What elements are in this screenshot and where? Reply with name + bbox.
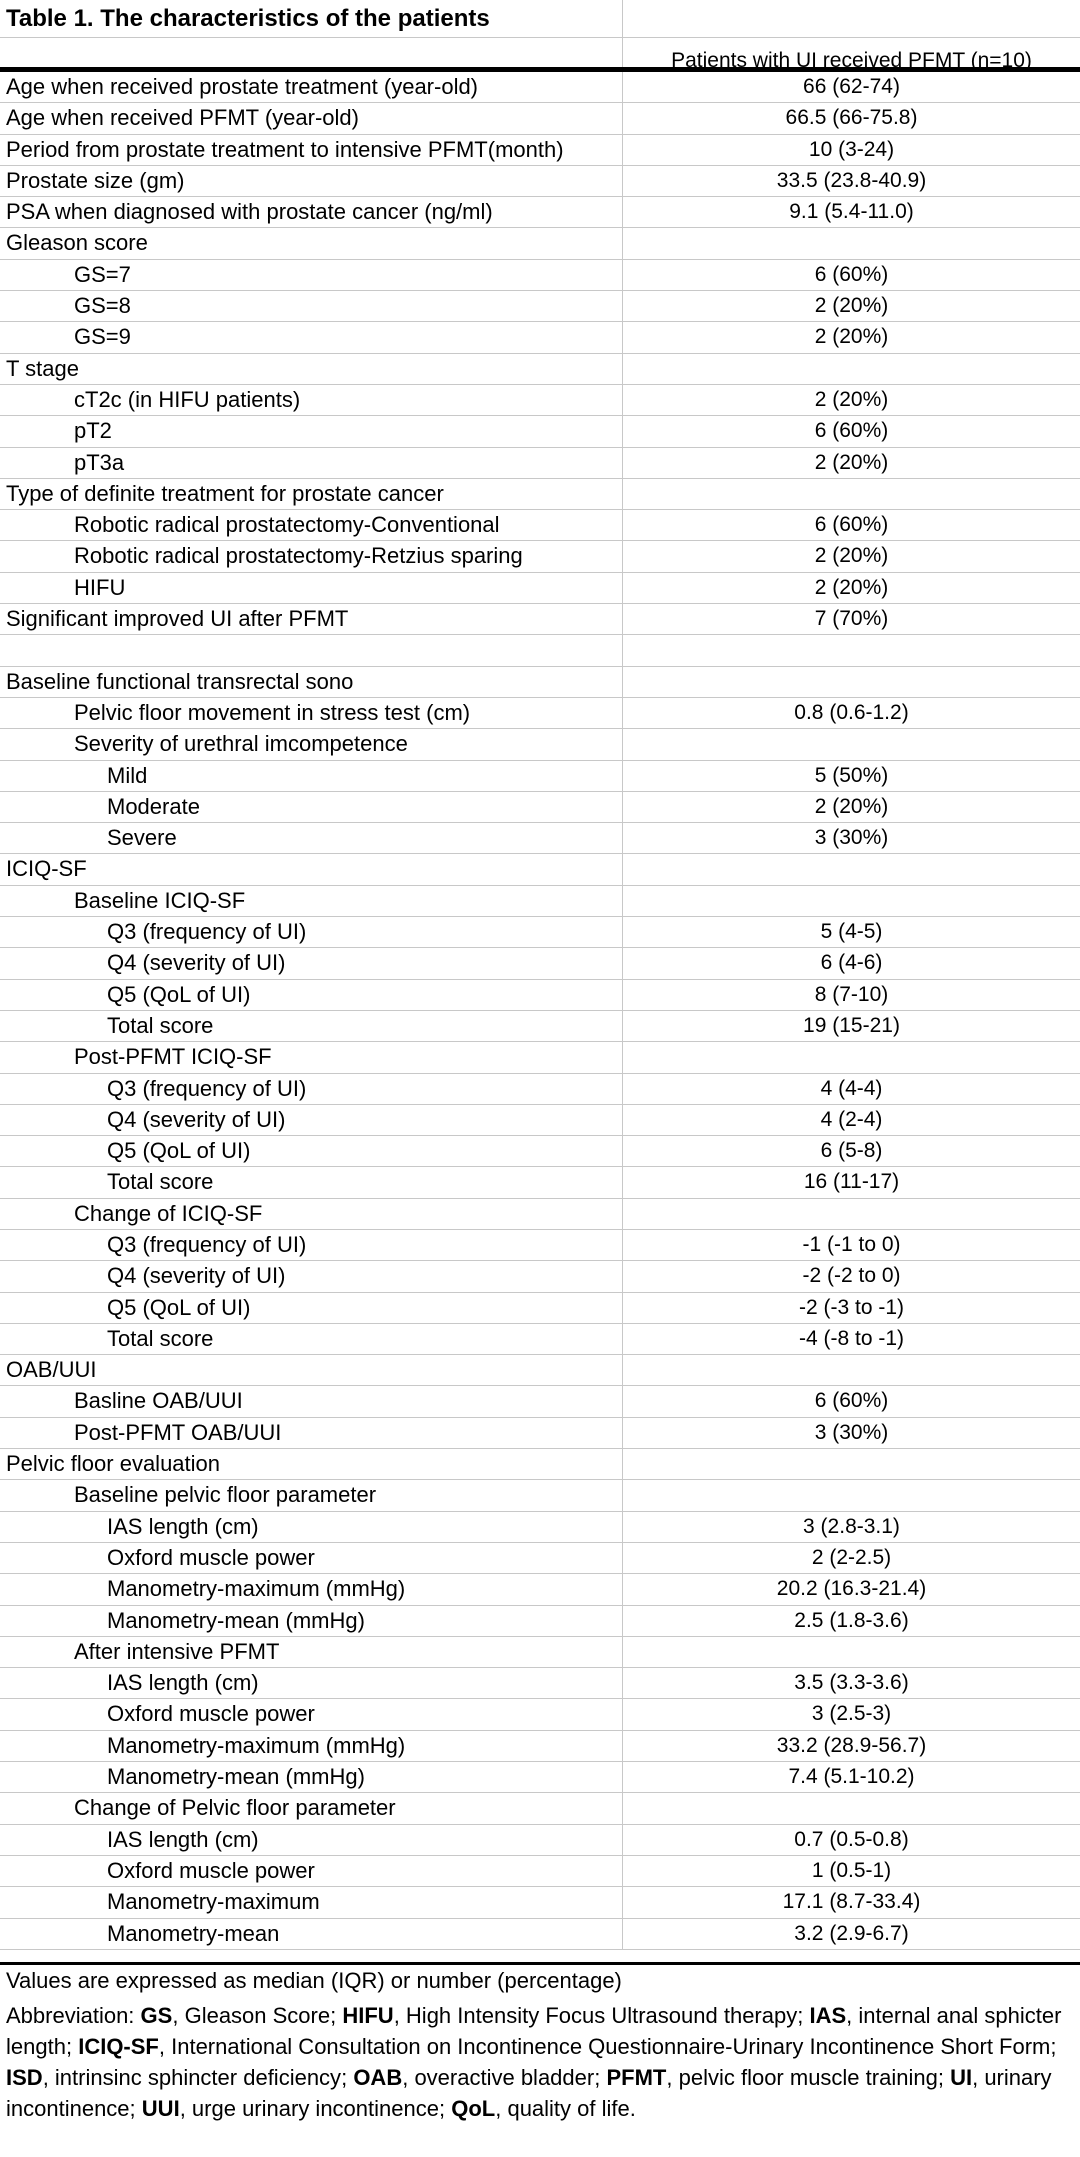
table-row: [0, 448, 1080, 479]
table-bottom-rule: [0, 1962, 1080, 1965]
footnote: Values are expressed as median (IQR) or number (percentage): [6, 1968, 622, 1993]
row-value: 3 (2.8-3.1): [803, 1514, 900, 1538]
row-label: Robotic radical prostatectomy-Retzius sparing: [0, 541, 623, 571]
row-label: Period from prostate treatment to intensive PFMT(month): [0, 135, 623, 165]
table-row: [0, 322, 1080, 353]
table-row: [0, 135, 1080, 166]
row-value: 3 (2.5-3): [811, 1702, 892, 1726]
table-row: [0, 980, 1080, 1011]
table-row: [0, 1762, 1080, 1793]
table-row: [0, 1731, 1080, 1762]
table-row: [0, 1825, 1080, 1856]
abbreviation-definition: internal anal sphicter length: [6, 2003, 1062, 2059]
row-value: 6 (60%): [814, 513, 889, 537]
row-value: [623, 854, 1080, 884]
row-value: 3.5 (3.3-3.6): [794, 1671, 909, 1695]
table-row: [0, 1793, 1080, 1824]
row-label: Change of Pelvic floor parameter: [0, 1793, 623, 1823]
row-label: cT2c (in HIFU patients): [0, 385, 623, 415]
abbreviation-term: OAB: [353, 2065, 403, 2090]
table-row: [0, 1230, 1080, 1261]
row-label: IAS length (cm): [0, 1825, 623, 1855]
row-label: Pelvic floor evaluation: [0, 1449, 623, 1479]
row-value: 2 (20%): [814, 450, 889, 474]
row-value: -2 (-2 to 0): [802, 1264, 901, 1288]
row-label: GS=7: [0, 260, 623, 290]
row-value: [623, 1449, 1080, 1479]
row-label: Oxford muscle power: [0, 1543, 623, 1573]
row-label: GS=8: [0, 291, 623, 321]
table-title-row: [0, 0, 1080, 38]
table-row: [0, 1199, 1080, 1230]
row-value: 6 (4-6): [820, 951, 883, 975]
row-value: 66.5 (66-75.8): [785, 106, 918, 130]
row-value: 1 (0.5-1): [811, 1858, 892, 1882]
abbreviation-term: QoL: [451, 2096, 496, 2121]
row-value: [623, 1480, 1080, 1510]
table-row: [0, 667, 1080, 698]
row-label: Severity of urethral imcompetence: [0, 729, 623, 759]
row-value: 33.2 (28.9-56.7): [776, 1733, 927, 1757]
table-row: [0, 1449, 1080, 1480]
row-value: 7 (70%): [814, 607, 889, 631]
table-header-row: [0, 38, 1080, 72]
row-label: Change of ICIQ-SF: [0, 1199, 623, 1229]
row-label: Moderate: [0, 792, 623, 822]
row-label: OAB/UUI: [0, 1355, 623, 1385]
title-row-empty-cell: [623, 0, 1080, 37]
abbreviation-list: GS, Gleason Score; HIFU, High Intensity Focus Ultrasound therapy; IAS, internal anal sphicter length; ICIQ-SF, International Consultation on Incontinence Questionnaire-Urinary Incontinence Short Form; ISD, intrinsinc sphincter deficiency; OAB, overactive bladder; PFMT, pelvic floor muscle training; UI, urinary incontinence; UUI, urge urinary incontinence; QoL, quality of life.: [6, 2003, 1062, 2121]
row-label: Age when received prostate treatment (year-old): [0, 72, 623, 102]
row-label: Oxford muscle power: [0, 1699, 623, 1729]
row-value: 2 (20%): [814, 325, 889, 349]
abbreviation-prefix: Abbreviation:: [6, 2003, 135, 2028]
row-value: 5 (50%): [814, 763, 889, 787]
row-label: pT3a: [0, 448, 623, 478]
row-label: After intensive PFMT: [0, 1637, 623, 1667]
row-label: Q4 (severity of UI): [0, 948, 623, 978]
table-row: [0, 1418, 1080, 1449]
table-row: [0, 510, 1080, 541]
abbreviation-term: ICIQ-SF: [78, 2034, 159, 2059]
table-row: [0, 948, 1080, 979]
table-row: [0, 573, 1080, 604]
table-notes: [0, 1966, 1080, 2124]
abbreviation-definition: High Intensity Focus Ultrasound therapy: [405, 2003, 798, 2028]
row-value: [623, 1199, 1080, 1229]
abbreviation-term: GS: [140, 2003, 173, 2028]
row-label: Significant improved UI after PFMT: [0, 604, 623, 634]
row-label: Pelvic floor movement in stress test (cm): [0, 698, 623, 728]
row-label: Total score: [0, 1011, 623, 1041]
table-row: [0, 1136, 1080, 1167]
table-row: [0, 385, 1080, 416]
table-row: [0, 1919, 1080, 1950]
table-row: [0, 1074, 1080, 1105]
abbreviation-term: UI: [950, 2065, 973, 2090]
abbreviations-note: [0, 2000, 1080, 2124]
row-value: 2 (20%): [814, 387, 889, 411]
abbreviation-definition: Gleason Score: [184, 2003, 331, 2028]
table-body: [0, 72, 1080, 1950]
row-label: ICIQ-SF: [0, 854, 623, 884]
row-label: Gleason score: [0, 228, 623, 258]
abbreviation-definition: urinary incontinence: [6, 2065, 1052, 2121]
table-row: [0, 1105, 1080, 1136]
abbreviation-term: HIFU: [342, 2003, 394, 2028]
row-label: Oxford muscle power: [0, 1856, 623, 1886]
table-row: [0, 1543, 1080, 1574]
row-value: 6 (60%): [814, 262, 889, 286]
row-value: 16 (11-17): [803, 1170, 900, 1194]
abbreviation-term: PFMT: [606, 2065, 667, 2090]
abbreviation-definition: pelvic floor muscle training: [678, 2065, 938, 2090]
row-label: Manometry-maximum (mmHg): [0, 1574, 623, 1604]
table-row: [0, 197, 1080, 228]
table-row: [0, 1167, 1080, 1198]
abbreviation-definition: intrinsinc sphincter deficiency: [54, 2065, 342, 2090]
row-value: 19 (15-21): [803, 1013, 900, 1037]
row-value: -1 (-1 to 0): [802, 1232, 901, 1256]
table-row: [0, 354, 1080, 385]
row-label: Q5 (QoL of UI): [0, 1136, 623, 1166]
table-row: [0, 1293, 1080, 1324]
row-value: [623, 1793, 1080, 1823]
row-value: 6 (60%): [814, 1389, 889, 1413]
row-value: 3 (30%): [814, 1420, 889, 1444]
row-value: [623, 354, 1080, 384]
table-row: [0, 166, 1080, 197]
row-label: [0, 635, 623, 665]
row-value: [623, 1355, 1080, 1385]
table-row: [0, 72, 1080, 103]
row-value: [623, 479, 1080, 509]
row-value: [623, 1637, 1080, 1667]
row-label: Q4 (severity of UI): [0, 1261, 623, 1291]
row-label: Manometry-mean (mmHg): [0, 1762, 623, 1792]
abbreviation-definition: overactive bladder: [414, 2065, 595, 2090]
table-row: [0, 1355, 1080, 1386]
table-row: [0, 1011, 1080, 1042]
row-value: 0.8 (0.6-1.2): [794, 700, 909, 724]
row-label: Q3 (frequency of UI): [0, 1230, 623, 1260]
abbreviation-term: UUI: [141, 2096, 180, 2121]
row-label: Manometry-maximum (mmHg): [0, 1731, 623, 1761]
row-label: PSA when diagnosed with prostate cancer (ng/ml): [0, 197, 623, 227]
table-row: [0, 1637, 1080, 1668]
row-value: 6 (5-8): [820, 1139, 883, 1163]
table-row: [0, 604, 1080, 635]
row-value: 2 (20%): [814, 544, 889, 568]
table-row: [0, 729, 1080, 760]
row-value: [623, 635, 1080, 665]
row-label: Q5 (QoL of UI): [0, 1293, 623, 1323]
row-label: Mild: [0, 761, 623, 791]
table-row: [0, 917, 1080, 948]
row-value: 2.5 (1.8-3.6): [794, 1608, 909, 1632]
table-row: [0, 823, 1080, 854]
table-row: [0, 479, 1080, 510]
table-row: [0, 698, 1080, 729]
table-row: [0, 854, 1080, 885]
abbreviation-definition: urge urinary incontinence: [191, 2096, 439, 2121]
row-value: 3 (30%): [814, 826, 889, 850]
row-label: GS=9: [0, 322, 623, 352]
table-row: [0, 1856, 1080, 1887]
row-label: HIFU: [0, 573, 623, 603]
row-value: -2 (-3 to -1): [798, 1295, 905, 1319]
row-value: [623, 1042, 1080, 1072]
abbreviation-term: IAS: [809, 2003, 847, 2028]
row-value: 8 (7-10): [814, 982, 889, 1006]
row-value: 2 (20%): [814, 294, 889, 318]
row-value: 5 (4-5): [820, 920, 883, 944]
table-row: [0, 1042, 1080, 1073]
row-label: Q3 (frequency of UI): [0, 1074, 623, 1104]
table-row: [0, 886, 1080, 917]
row-value: 2 (20%): [814, 794, 889, 818]
row-label: Prostate size (gm): [0, 166, 623, 196]
row-value: [623, 667, 1080, 697]
column-header: Patients with UI received PFMT (n=10): [671, 49, 1032, 72]
row-value: [623, 886, 1080, 916]
table-row: [0, 1261, 1080, 1292]
abbreviation-term: ISD: [6, 2065, 43, 2090]
row-label: Manometry-mean (mmHg): [0, 1606, 623, 1636]
table-title: Table 1. The characteristics of the patients: [0, 0, 623, 37]
table-row: [0, 1480, 1080, 1511]
row-value: 17.1 (8.7-33.4): [782, 1890, 921, 1914]
row-label: IAS length (cm): [0, 1668, 623, 1698]
row-label: Manometry-maximum: [0, 1887, 623, 1917]
table-row: [0, 1606, 1080, 1637]
table-row: [0, 1386, 1080, 1417]
row-label: Total score: [0, 1324, 623, 1354]
row-value: [623, 228, 1080, 258]
row-label: Age when received PFMT (year-old): [0, 103, 623, 133]
row-label: Basline OAB/UUI: [0, 1386, 623, 1416]
table-row: [0, 103, 1080, 134]
abbreviation-definition: quality of life: [507, 2096, 630, 2121]
table-row: [0, 228, 1080, 259]
table-row: [0, 1668, 1080, 1699]
row-value: 33.5 (23.8-40.9): [776, 168, 927, 192]
table-row: [0, 416, 1080, 447]
table-row: [0, 541, 1080, 572]
row-value: 66 (62-74): [803, 75, 900, 98]
row-label: Q3 (frequency of UI): [0, 917, 623, 947]
row-value: 20.2 (16.3-21.4): [776, 1577, 927, 1601]
row-label: Baseline functional transrectal sono: [0, 667, 623, 697]
row-value: 0.7 (0.5-0.8): [794, 1827, 909, 1851]
table-row: [0, 1699, 1080, 1730]
table-row: [0, 1574, 1080, 1605]
row-label: T stage: [0, 354, 623, 384]
row-label: Baseline pelvic floor parameter: [0, 1480, 623, 1510]
row-label: Q4 (severity of UI): [0, 1105, 623, 1135]
row-label: Type of definite treatment for prostate cancer: [0, 479, 623, 509]
row-value: 3.2 (2.9-6.7): [794, 1921, 909, 1945]
table-row: [0, 792, 1080, 823]
row-label: Post-PFMT OAB/UUI: [0, 1418, 623, 1448]
row-value: -4 (-8 to -1): [798, 1326, 905, 1350]
table-row: [0, 1512, 1080, 1543]
abbreviation-definition: International Consultation on Incontinence Questionnaire-Urinary Incontinence Short Form: [171, 2034, 1051, 2059]
row-label: Robotic radical prostatectomy-Conventional: [0, 510, 623, 540]
table-row: [0, 1887, 1080, 1918]
row-value: 2 (20%): [814, 575, 889, 599]
table-row: [0, 635, 1080, 666]
table-row: [0, 761, 1080, 792]
row-value: 6 (60%): [814, 419, 889, 443]
row-value: 2 (2-2.5): [811, 1545, 892, 1569]
row-label: Post-PFMT ICIQ-SF: [0, 1042, 623, 1072]
row-value: 4 (2-4): [820, 1107, 883, 1131]
row-value: 10 (3-24): [808, 137, 895, 161]
row-label: Q5 (QoL of UI): [0, 980, 623, 1010]
row-value: [623, 729, 1080, 759]
row-value: 9.1 (5.4-11.0): [789, 200, 914, 224]
header-empty-cell: [0, 38, 623, 67]
table-row: [0, 260, 1080, 291]
row-value: 7.4 (5.1-10.2): [788, 1765, 915, 1789]
row-label: Total score: [0, 1167, 623, 1197]
row-value: 4 (4-4): [820, 1076, 883, 1100]
row-label: pT2: [0, 416, 623, 446]
row-label: Manometry-mean: [0, 1919, 623, 1949]
row-label: Severe: [0, 823, 623, 853]
table-row: [0, 1324, 1080, 1355]
row-label: Baseline ICIQ-SF: [0, 886, 623, 916]
table-row: [0, 291, 1080, 322]
row-label: IAS length (cm): [0, 1512, 623, 1542]
